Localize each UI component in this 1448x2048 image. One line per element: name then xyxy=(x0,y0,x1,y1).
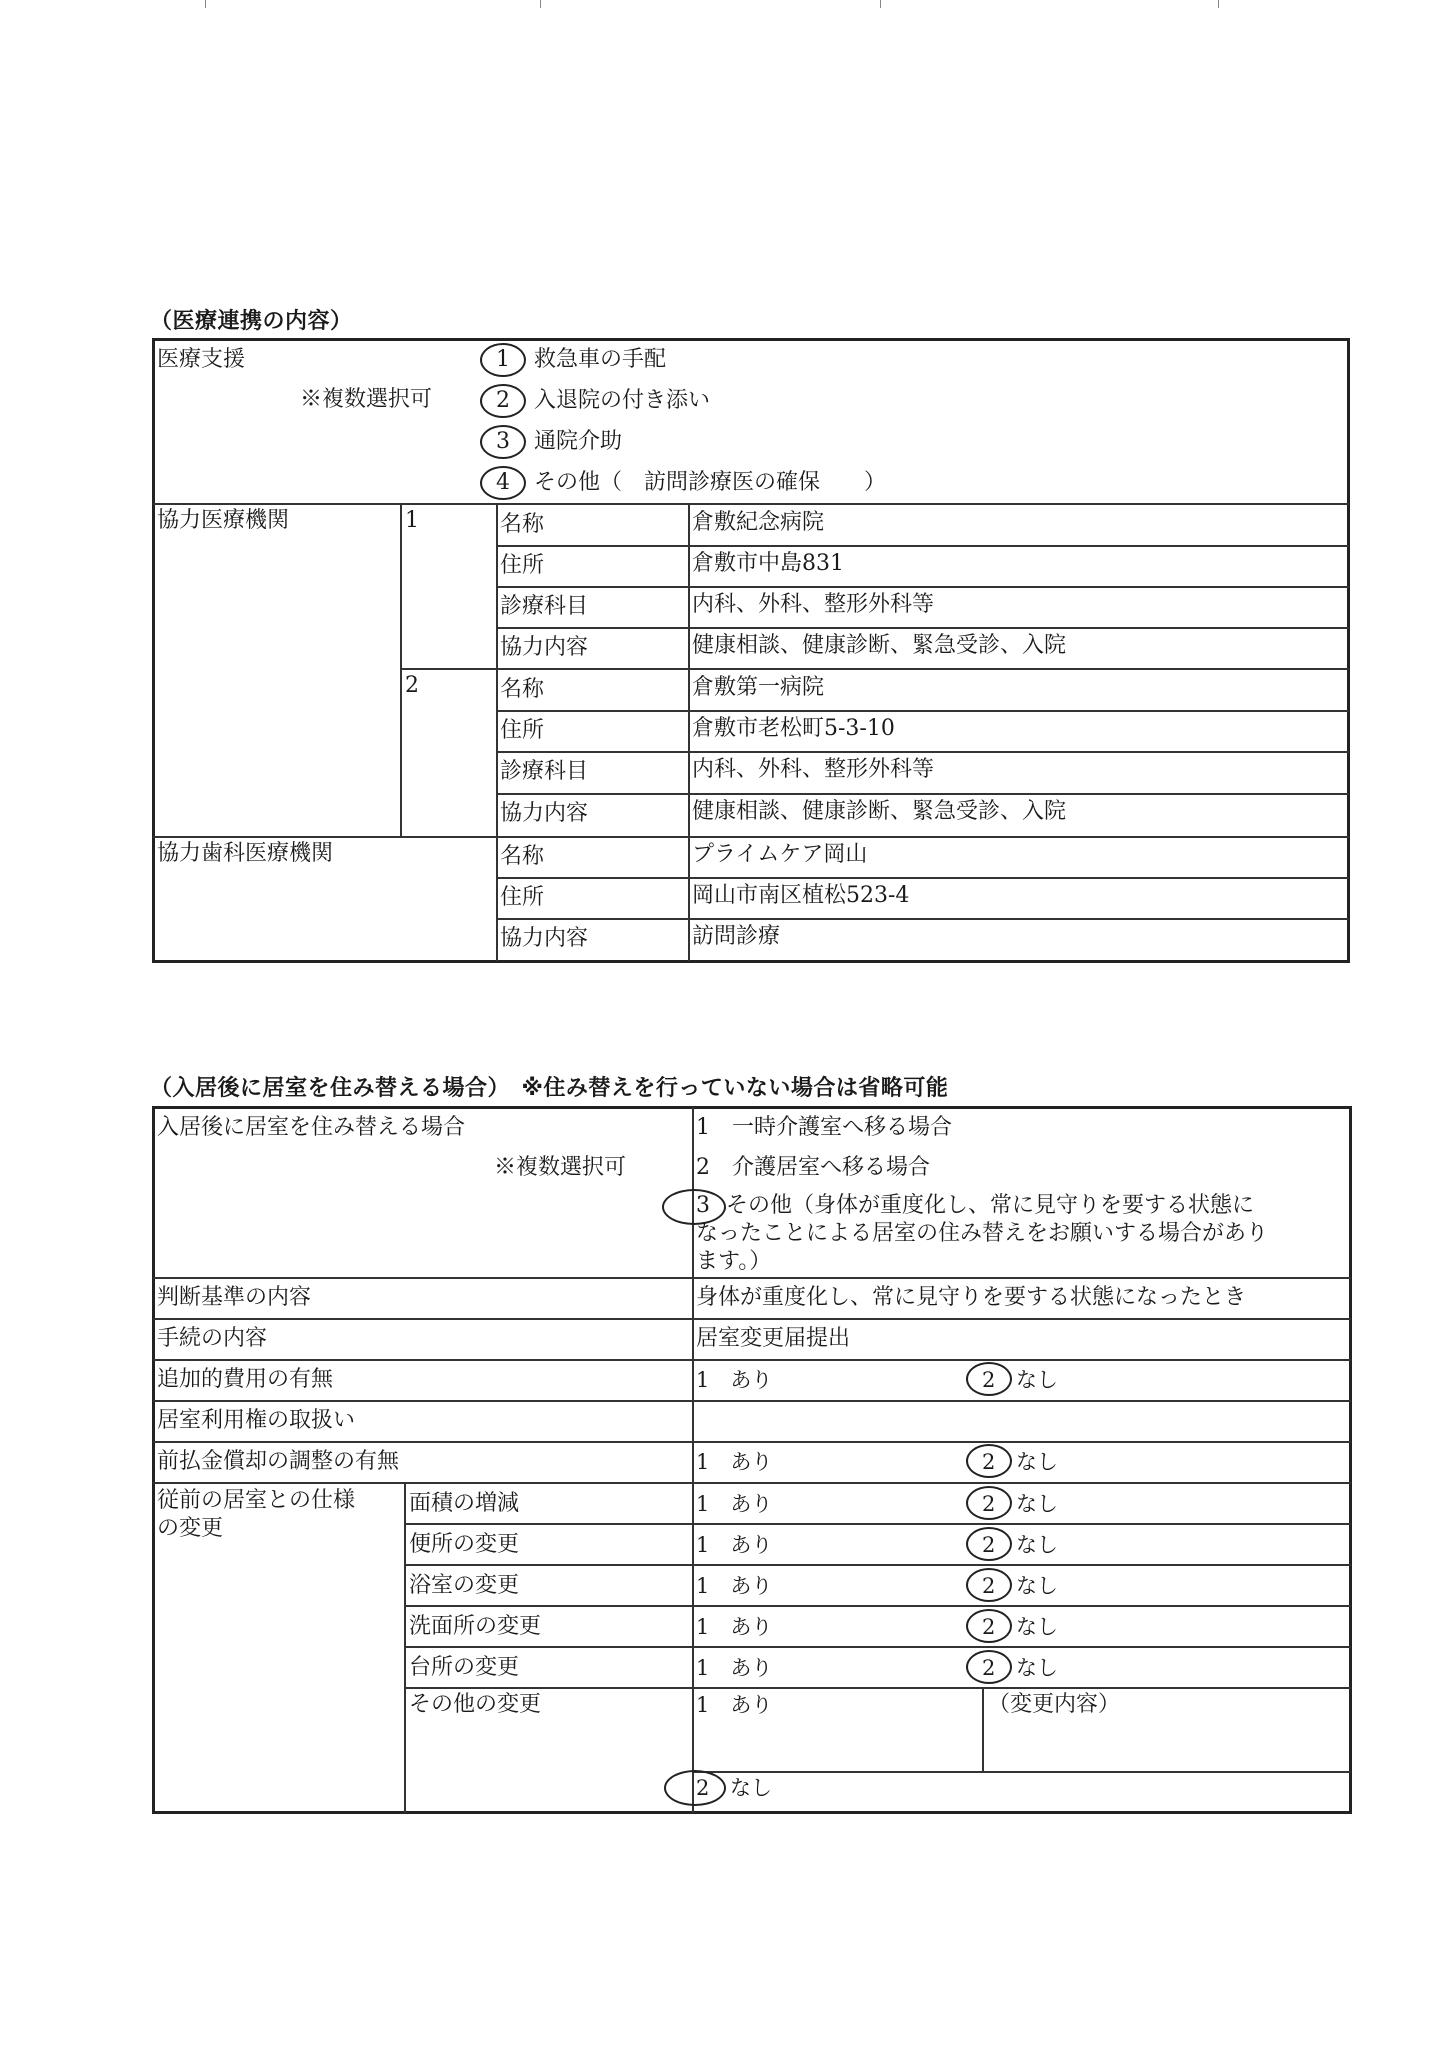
spec-change-label: の変更 xyxy=(157,1516,224,1541)
divider xyxy=(153,1482,1351,1484)
field-label: 協力内容 xyxy=(500,801,589,826)
divider xyxy=(400,504,402,837)
divider xyxy=(497,710,1349,712)
divider xyxy=(497,627,1349,629)
option-number: 2 xyxy=(982,1533,996,1557)
divider xyxy=(405,1687,1351,1689)
no-option: なし xyxy=(1016,1492,1058,1516)
move-option: 2 介護居室へ移る場合 xyxy=(696,1155,930,1180)
yes-option: 1 あり xyxy=(696,1492,773,1516)
criteria-value: 身体が重度化し、常に見守りを要する状態になったとき xyxy=(696,1285,1247,1310)
section2-title: （入居後に居室を住み替える場合） ※住み替えを行っていない場合は省略可能 xyxy=(150,1076,949,1101)
field-label: 協力内容 xyxy=(500,926,589,951)
no-option: なし xyxy=(1016,1450,1058,1474)
yes-option: 1 あり xyxy=(696,1533,773,1557)
additional-cost-label: 追加的費用の有無 xyxy=(157,1367,334,1392)
scan-mark xyxy=(540,0,541,8)
field-value: 倉敷市老松町5-3-10 xyxy=(692,716,895,741)
divider xyxy=(693,1771,1351,1773)
coop-institutions-label: 協力医療機関 xyxy=(157,508,290,533)
divider xyxy=(405,1646,1351,1648)
spec-item-label: 台所の変更 xyxy=(409,1655,520,1680)
divider xyxy=(496,504,498,961)
field-label: 名称 xyxy=(500,512,545,537)
option-label: 入退院の付き添い xyxy=(534,388,711,413)
procedure-label: 手続の内容 xyxy=(157,1326,268,1351)
field-value: 健康相談、健康診断、緊急受診、入院 xyxy=(692,799,1067,824)
divider xyxy=(153,1400,1351,1402)
spec-item-label: その他の変更 xyxy=(409,1692,542,1717)
field-label: 住所 xyxy=(500,718,545,743)
divider xyxy=(401,668,1349,670)
yes-option: 1 あり xyxy=(696,1656,773,1680)
dental-institution-label: 協力歯科医療機関 xyxy=(157,841,334,866)
yes-option: 1 あり xyxy=(696,1368,773,1392)
field-value: 健康相談、健康診断、緊急受診、入院 xyxy=(692,633,1067,658)
spec-item-label: 洗面所の変更 xyxy=(409,1614,542,1639)
field-value: 倉敷市中島831 xyxy=(692,551,844,576)
no-option: なし xyxy=(730,1776,772,1800)
option-number: 2 xyxy=(982,1615,996,1639)
no-option: なし xyxy=(1016,1574,1058,1598)
scan-mark xyxy=(205,0,206,8)
move-option-other-line: その他（身体が重度化し、常に見守りを要する状態に xyxy=(726,1193,1255,1218)
option-label: 通院介助 xyxy=(534,429,623,454)
option-number: 2 xyxy=(982,1574,996,1598)
multi-select-note: ※複数選択可 xyxy=(494,1155,627,1180)
divider xyxy=(405,1605,1351,1607)
divider xyxy=(982,1688,984,1772)
spec-item-label: 面積の増減 xyxy=(409,1491,520,1516)
medical-support-label: 医療支援 xyxy=(157,347,246,372)
institution-number: 2 xyxy=(405,673,419,698)
no-option: なし xyxy=(1016,1368,1058,1392)
divider xyxy=(497,586,1349,588)
divider xyxy=(497,751,1349,753)
field-label: 診療科目 xyxy=(500,594,589,619)
option-number: 2 xyxy=(496,388,510,413)
field-value: 内科、外科、整形外科等 xyxy=(692,592,935,617)
option-number: 2 xyxy=(982,1492,996,1516)
move-case-label: 入居後に居室を住み替える場合 xyxy=(157,1115,466,1140)
option-number: 2 xyxy=(982,1450,996,1474)
option-number: 3 xyxy=(496,429,510,454)
field-value: 岡山市南区植松523-4 xyxy=(692,883,910,908)
option-number: 2 xyxy=(982,1656,996,1680)
spec-change-label: 従前の居室との仕様 xyxy=(157,1488,356,1513)
divider xyxy=(405,1564,1351,1566)
option-number: 4 xyxy=(496,470,510,495)
option-label: その他（ 訪問診療医の確保 ） xyxy=(534,470,887,495)
option-number: 2 xyxy=(982,1368,996,1392)
prepaid-adjust-label: 前払金償却の調整の有無 xyxy=(157,1449,400,1474)
field-value: 倉敷紀念病院 xyxy=(692,510,825,535)
divider xyxy=(153,503,1349,505)
option-number: 2 xyxy=(696,1776,710,1800)
criteria-label: 判断基準の内容 xyxy=(157,1285,312,1310)
divider xyxy=(153,1441,1351,1443)
divider xyxy=(153,1277,1351,1279)
yes-option: 1 あり xyxy=(696,1574,773,1598)
field-label: 名称 xyxy=(500,844,545,869)
no-option: なし xyxy=(1016,1615,1058,1639)
no-option: なし xyxy=(1016,1656,1058,1680)
option-label: 救急車の手配 xyxy=(534,347,667,372)
field-label: 診療科目 xyxy=(500,759,589,784)
divider xyxy=(497,918,1349,920)
change-detail-label: （変更内容） xyxy=(988,1692,1121,1717)
field-value: 内科、外科、整形外科等 xyxy=(692,757,935,782)
move-option: 1 一時介護室へ移る場合 xyxy=(696,1115,952,1140)
no-option: なし xyxy=(1016,1533,1058,1557)
spec-item-label: 浴室の変更 xyxy=(409,1573,520,1598)
room-rights-label: 居室利用権の取扱い xyxy=(157,1408,356,1433)
field-label: 住所 xyxy=(500,553,545,578)
yes-option: 1 あり xyxy=(696,1693,773,1717)
option-number: 3 xyxy=(696,1193,710,1218)
divider xyxy=(404,1483,406,1813)
scan-mark xyxy=(1218,0,1219,8)
divider xyxy=(153,1318,1351,1320)
field-label: 住所 xyxy=(500,885,545,910)
divider xyxy=(153,836,1349,838)
option-number: 1 xyxy=(496,347,510,372)
field-value: 訪問診療 xyxy=(692,924,781,949)
divider xyxy=(405,1523,1351,1525)
divider xyxy=(688,504,690,961)
procedure-value: 居室変更届提出 xyxy=(696,1326,851,1351)
multi-select-note: ※複数選択可 xyxy=(300,387,433,412)
divider xyxy=(497,545,1349,547)
yes-option: 1 あり xyxy=(696,1615,773,1639)
field-label: 協力内容 xyxy=(500,635,589,660)
section1-title: （医療連携の内容） xyxy=(150,309,353,334)
institution-number: 1 xyxy=(405,508,419,533)
divider xyxy=(497,793,1349,795)
field-label: 名称 xyxy=(500,677,545,702)
yes-option: 1 あり xyxy=(696,1450,773,1474)
field-value: プライムケア岡山 xyxy=(692,842,868,867)
selected-circle xyxy=(664,1770,726,1806)
spec-item-label: 便所の変更 xyxy=(409,1532,520,1557)
divider xyxy=(153,1359,1351,1361)
move-option-other-line: なったことによる居室の住み替えをお願いする場合があり xyxy=(696,1221,1269,1246)
move-option-other-line: ます。） xyxy=(696,1249,772,1274)
field-value: 倉敷第一病院 xyxy=(692,675,825,700)
divider xyxy=(497,877,1349,879)
scan-mark xyxy=(880,0,881,8)
